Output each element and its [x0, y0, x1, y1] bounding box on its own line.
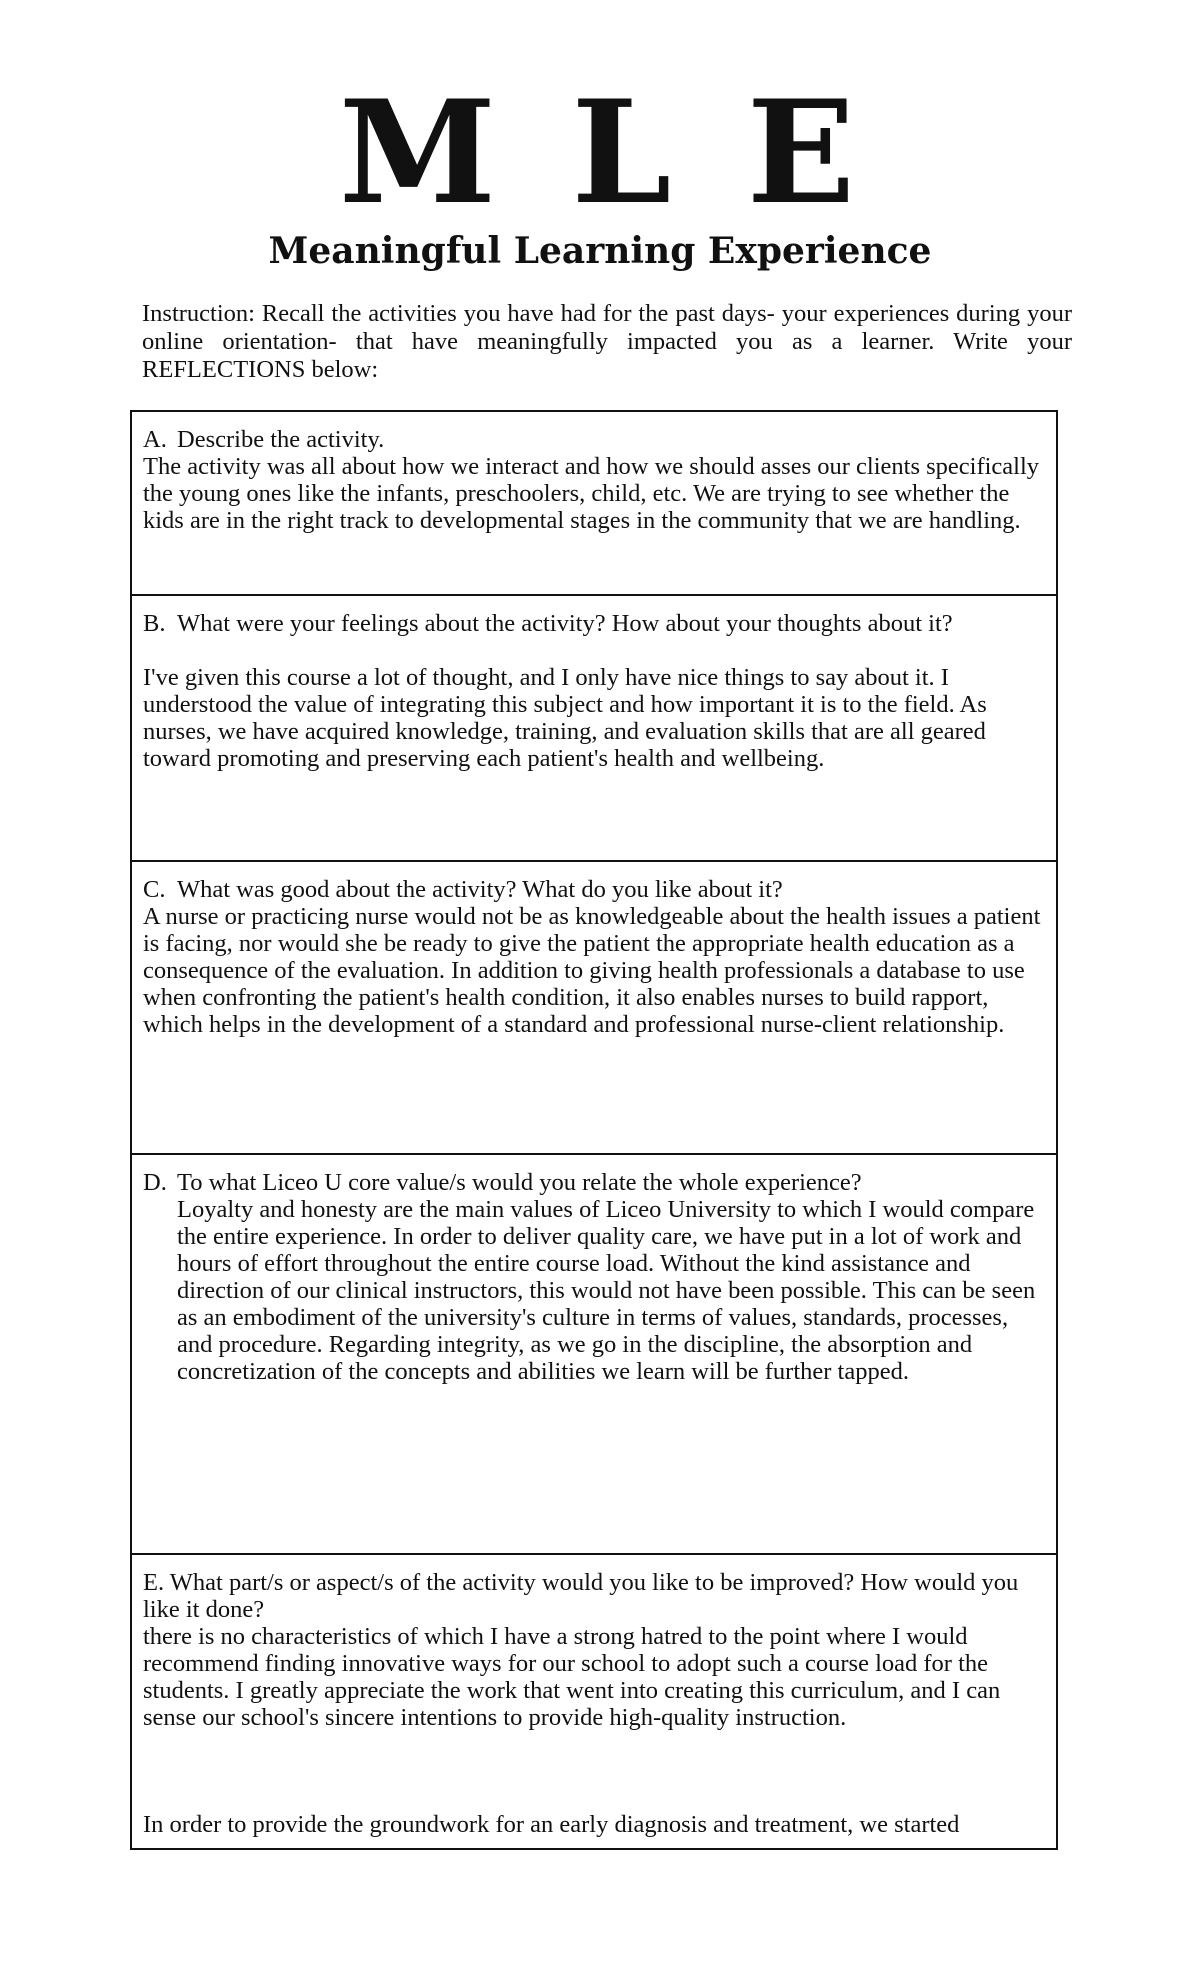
section-b-answer: I've given this course a lot of thought, and I only have nice things to say about it. I understood the value of integrating this subject and how important it is to the field. As nurses, we have acquired knowledge, training, and evaluation skills that are all geared toward promoting and preserving each patient's health and wellbeing.	[143, 664, 987, 772]
section-e-answer: there is no characteristics of which I have a strong hatred to the point where I would recommend finding innovative ways for our school to adopt such a course load for the students. I greatly appreciate the work that went into creating this curriculum, and I can sense our school's sincere intentions to provide high-quality instruction.	[143, 1623, 1001, 1731]
section-c-answer: A nurse or practicing nurse would not be as knowledgeable about the health issues a patient is facing, nor would she be ready to give the patient the appropriate health education as a consequence of the evaluation. In addition to giving health professionals a database to use when confronting the patient's health condition, it also enables nurses to build rapport, which helps in the development of a standard and professional nurse-client relationship.	[143, 903, 1041, 1038]
section-b-label: B.	[143, 610, 166, 637]
section-d	[132, 1155, 1056, 1555]
section-e-label: E.	[143, 1569, 165, 1596]
section-b-question: What were your feelings about the activity? How about your thoughts about it?	[177, 610, 953, 637]
section-c-question: What was good about the activity? What do you like about it?	[177, 876, 783, 903]
document-title: M L E	[338, 70, 862, 236]
section-b-spacer	[143, 637, 1044, 664]
section-d-question: To what Liceo U core value/s would you relate the whole experience?	[177, 1169, 862, 1196]
section-d-answer: Loyalty and honesty are the main values of Liceo University to which I would compare the entire experience. In order to deliver quality care, we have put in a lot of work and hours of effort throughout the entire course load. Without the kind assistance and direction of our clinical instructors, this would not have been possible. This can be seen as an embodiment of the university's culture in terms of values, standards, processes, and procedure. Regarding integrity, as we go in the discipline, the absorption and concretization of the concepts and abilities we learn will be further tapped.	[177, 1196, 1036, 1385]
section-b	[132, 596, 1056, 862]
section-e-question: What part/s or aspect/s of the activity would you like to be improved? How would you like it done?	[143, 1569, 1019, 1623]
section-e-answer-continued: In order to provide the groundwork for an early diagnosis and treatment, we started	[143, 1811, 960, 1838]
section-a-answer: The activity was all about how we interact and how we should asses our clients specifically the young ones like the infants, preschoolers, child, etc. We are trying to see whether the kids are in the right track to developmental stages in the community that we are handling.	[143, 453, 1040, 534]
section-e-question-line	[143, 1569, 1044, 1623]
section-c	[132, 862, 1056, 1155]
section-c-question-line	[143, 876, 1044, 903]
section-e-spacer	[143, 1731, 1044, 1811]
section-d-question-line	[143, 1169, 1044, 1196]
reflection-table	[130, 410, 1058, 1850]
section-a-question: Describe the activity.	[177, 426, 385, 453]
section-a	[132, 412, 1056, 596]
instruction-text: Instruction: Recall the activities you have had for the past days- your experiences during your online orientation- that have meaningfully impacted you as a learner. Write your REFLECTIONS below:	[142, 300, 1072, 383]
section-e	[132, 1555, 1056, 1848]
section-a-label: A.	[143, 426, 167, 453]
section-a-question-line	[143, 426, 1044, 453]
section-c-label: C.	[143, 876, 166, 903]
document-subtitle: Meaningful Learning Experience	[268, 230, 932, 272]
section-b-question-line	[143, 610, 1044, 637]
section-d-label: D.	[143, 1169, 167, 1196]
